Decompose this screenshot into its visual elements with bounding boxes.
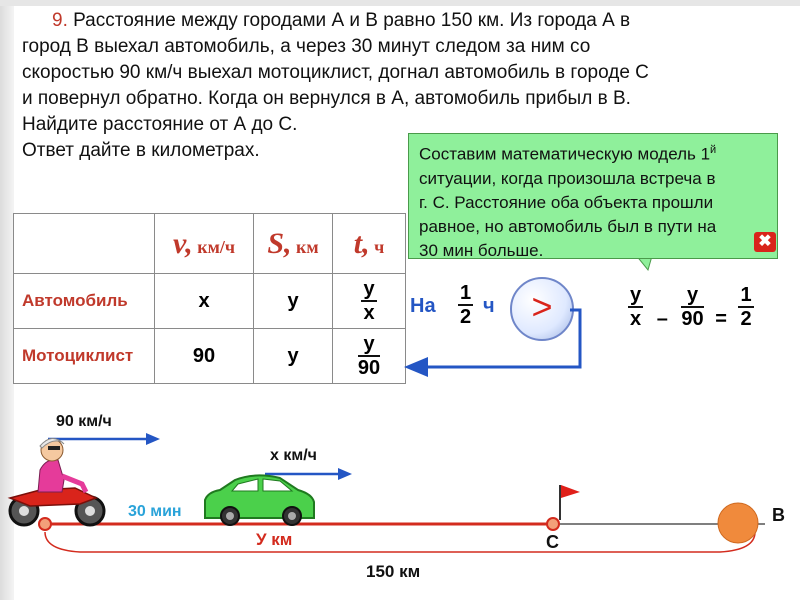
- row-label-moto: Мотоциклист: [14, 329, 155, 384]
- close-icon[interactable]: ✖: [754, 232, 776, 252]
- car-speed-cell: x: [155, 274, 254, 329]
- motorcycle-icon: [10, 438, 104, 525]
- y-km-label: У км: [256, 530, 293, 549]
- header-speed: v, км/ч: [155, 214, 254, 274]
- car-time-cell: $\frac{у}{x}$: [333, 274, 406, 329]
- flag-icon: [560, 485, 580, 520]
- moto-time-cell: $\frac{у}{90}$: [333, 329, 406, 384]
- blue-arrow: [390, 300, 590, 385]
- greater-than-sign: >: [510, 277, 574, 341]
- moto-speed-cell: 90: [155, 329, 254, 384]
- car-speed-label: x км/ч: [270, 447, 317, 464]
- moto-speed-label: 90 км/ч: [56, 413, 112, 430]
- comparison-fraction: $\frac{1}{2}$: [460, 282, 472, 328]
- comparison-unit: ч: [483, 295, 495, 317]
- equation: $\frac{у}{x}$ – $\frac{у}{90}$ = $\frac{1}{2}$: [630, 284, 752, 331]
- header-distance: S, км: [254, 214, 333, 274]
- problem-line-3: скоростью 90 км/ч выехал мотоциклист, догнал автомобиль в городе С: [22, 62, 649, 83]
- table-corner: [14, 214, 155, 274]
- problem-line-6: Ответ дайте в километрах.: [22, 140, 260, 161]
- point-c-marker: [547, 518, 559, 530]
- total-bracket: [45, 532, 755, 552]
- point-c-label: С: [546, 532, 559, 552]
- data-table: [13, 213, 406, 384]
- car-icon: [205, 475, 314, 525]
- car-distance-cell: у: [254, 274, 333, 329]
- callout-line-4: равное, но автомобиль был в пути на: [419, 216, 717, 236]
- moto-direction-arrow: [48, 433, 160, 445]
- callout-box: [408, 133, 778, 259]
- header-time: t, ч: [333, 214, 406, 274]
- problem-line-2: город В выехал автомобиль, а через 30 минут следом за ним со: [22, 36, 591, 57]
- moto-distance-cell: у: [254, 329, 333, 384]
- callout-line-2: ситуации, когда произошла встреча в: [419, 168, 716, 188]
- equation-equals: =: [715, 308, 727, 331]
- callout-line-3: г. С. Расстояние оба объекта прошли: [419, 192, 714, 212]
- problem-number: 9.: [52, 10, 68, 31]
- total-distance-label: 150 км: [366, 562, 421, 581]
- callout-line-1-sup: й: [710, 144, 717, 156]
- equation-minus: –: [656, 308, 668, 331]
- point-b-label: В: [772, 505, 785, 525]
- slide-frame-top: [0, 0, 800, 6]
- row-label-car: Автомобиль: [14, 274, 155, 329]
- problem-line-1: Расстояние между городами А и В равно 150 км. Из города А в: [73, 10, 631, 31]
- problem-line-4: и повернул обратно. Когда он вернулся в А, автомобиль прибыл в В.: [22, 88, 631, 109]
- callout-line-5: 30 мин больше.: [419, 240, 544, 260]
- city-b-marker: [718, 503, 758, 543]
- delay-label: 30 мин: [128, 503, 182, 520]
- comparison-prefix: На: [410, 295, 436, 317]
- callout-line-1: Составим математическую модель 1: [419, 144, 711, 164]
- route-diagram: [0, 380, 800, 600]
- point-a-marker: [39, 518, 51, 530]
- problem-line-5: Найдите расстояние от А до С.: [22, 114, 298, 135]
